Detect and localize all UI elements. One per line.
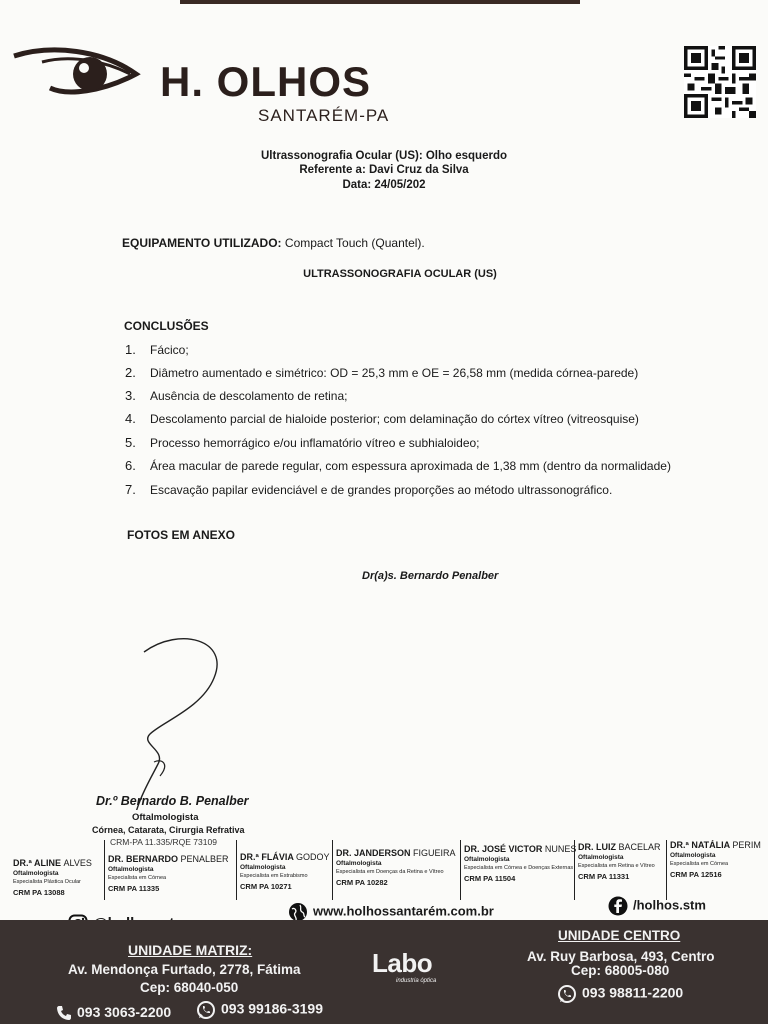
handwritten-signature (110, 630, 240, 810)
list-item (125, 365, 638, 380)
list-item-text: Diâmetro aumentado e simétrico: OD = 25,3 mm e OE = 26,58 mm (medida córnea-parede) (150, 366, 639, 380)
doctor-name: DR. JOSÉ VICTOR NUNES (464, 844, 577, 854)
doctor-card (332, 840, 460, 900)
list-item-number: 3. (125, 388, 136, 403)
phone-icon (56, 1005, 72, 1021)
list-item-text: Ausência de descolamento de retina; (150, 389, 348, 403)
list-item (125, 482, 612, 497)
doctor-crm: CRM PA 10282 (336, 878, 388, 887)
website-link[interactable] (288, 902, 494, 922)
doctor-name: DR.ª FLÁVIA GODOY (240, 852, 330, 862)
doctor-role: Oftalmologista (336, 860, 382, 867)
labo-logo: Labo (372, 948, 433, 978)
stamp-doctor-name: Dr.º Bernardo B. Penalber (96, 794, 249, 808)
doctor-role: Oftalmologista (578, 854, 624, 861)
brand-city: SANTARÉM-PA (258, 106, 390, 125)
stamp-role: Oftalmologista (132, 812, 199, 823)
patient-reference: Referente a: Davi Cruz da Silva (299, 164, 469, 176)
list-item-text: Descolamento parcial de hialoide posterior; com delaminação do córtex vítreo (vitreosquise) (150, 412, 639, 426)
list-item-text: Área macular de parede regular, com espessura aproximada de 1,38 mm (dentro da normalidade) (150, 459, 671, 473)
list-item (125, 435, 480, 450)
list-item-text: Fácico; (150, 343, 189, 357)
doctor-card (104, 840, 236, 900)
centro-cep: Cep: 68005-080 (571, 963, 670, 978)
list-item (125, 411, 639, 426)
stamp-specialty: Córnea, Catarata, Cirurgia Refrativa (92, 825, 245, 835)
stamp-crm: CRM-PA 11.335/RQE 73109 (110, 837, 217, 847)
list-item-number: 6. (125, 458, 136, 473)
doctor-crm: CRM PA 12516 (670, 870, 722, 879)
globe-icon (288, 902, 308, 922)
doctor-role: Oftalmologista (670, 852, 716, 859)
doctor-role: Oftalmologista (240, 864, 286, 871)
equipment-label: EQUIPAMENTO UTILIZADO: (122, 236, 282, 250)
doctor-crm: CRM PA 13088 (13, 888, 65, 897)
facebook-icon (608, 896, 628, 916)
list-item-number: 7. (125, 482, 136, 497)
matriz-cep: Cep: 68040-050 (140, 980, 239, 995)
doctor-name: DR. JANDERSON FIGUEIRA (336, 848, 456, 858)
equipment-line (122, 236, 425, 250)
list-item-number: 4. (125, 411, 136, 426)
section-subtitle: ULTRASSONOGRAFIA OCULAR (US) (303, 268, 497, 280)
exam-title: Ultrassonografia Ocular (US): Olho esquerdo (260, 150, 507, 162)
doctor-specialty: Especialista em Estrabismo (240, 873, 308, 879)
doctor-specialty: Especialista Plástica Ocular (13, 879, 81, 885)
list-item (125, 342, 189, 357)
conclusions-heading: CONCLUSÕES (124, 319, 209, 333)
doctor-role: Oftalmologista (464, 856, 510, 863)
equipment-value: Compact Touch (Quantel). (284, 236, 425, 250)
doctor-card (574, 840, 666, 900)
matriz-title: UNIDADE MATRIZ: (128, 942, 253, 958)
top-edge-strip (180, 0, 580, 4)
doctor-name: DR.ª ALINE ALVES (13, 858, 92, 868)
doctor-crm: CRM PA 11331 (578, 872, 630, 881)
list-item (125, 388, 347, 403)
matriz-phone-2[interactable]: 093 99186-3199 (196, 1000, 323, 1020)
matriz-address: Av. Mendonça Furtado, 2778, Fátima (68, 962, 301, 977)
doctor-crm: CRM PA 10271 (240, 882, 292, 891)
list-item-number: 2. (125, 365, 136, 380)
list-item-number: 5. (125, 435, 136, 450)
list-item-text: Processo hemorrágico e/ou inflamatório vítreo e subhialoideo; (150, 436, 480, 450)
doctor-specialty: Especialista em Córnea (670, 861, 729, 867)
whatsapp-icon (557, 984, 577, 1004)
qr-code-icon[interactable] (684, 46, 756, 118)
list-item-number: 1. (125, 342, 136, 357)
doctor-card (10, 840, 104, 900)
doctor-specialty: Especialista em Córnea e Doenças Externas (464, 865, 574, 871)
doctor-specialty: Especialista em Retina e Vítreo (578, 863, 655, 869)
centro-title: UNIDADE CENTRO (558, 928, 681, 943)
matriz-phone-1[interactable]: 093 3063-2200 (56, 1004, 171, 1021)
whatsapp-icon (196, 1000, 216, 1020)
doctor-name: DR.ª NATÁLIA PERIM (670, 840, 761, 850)
centro-address: Av. Ruy Barbosa, 493, Centro (527, 949, 715, 964)
brand-name: H. OLHOS (160, 58, 372, 105)
exam-date: Data: 24/05/202 (342, 179, 426, 191)
footer (0, 920, 768, 1024)
centro-phone[interactable]: 093 98811-2200 (557, 984, 683, 1004)
doctor-name: DR. LUIZ BACELAR (578, 842, 661, 852)
doctor-card (236, 840, 332, 900)
labo-subtitle: industria óptica (396, 978, 437, 984)
signer-name: Dr(a)s. Bernardo Penalber (362, 570, 499, 582)
doctor-role: Oftalmologista (13, 870, 59, 877)
doctor-card (666, 840, 768, 900)
doctor-crm: CRM PA 11504 (464, 874, 516, 883)
facebook-handle: /holhos.stm (633, 897, 706, 913)
website-url: www.holhossantarém.com.br (313, 903, 494, 919)
doctor-card (460, 840, 577, 900)
doctor-specialty: Especialista em Córnea (108, 875, 167, 881)
photos-note: FOTOS EM ANEXO (127, 528, 236, 542)
doctor-role: Oftalmologista (108, 866, 154, 873)
list-item-text: Escavação papilar evidenciável e de grandes proporções ao método ultrassonográfico. (150, 483, 613, 497)
doctor-crm: CRM PA 11335 (108, 884, 160, 893)
doctor-name: DR. BERNARDO PENALBER (108, 854, 229, 864)
doctors-list (10, 840, 768, 902)
facebook-link[interactable] (608, 896, 706, 916)
eye-logo-icon (12, 44, 142, 100)
doctor-specialty: Especialista em Doenças da Retina e Vítreo (336, 869, 444, 875)
list-item (125, 458, 671, 473)
